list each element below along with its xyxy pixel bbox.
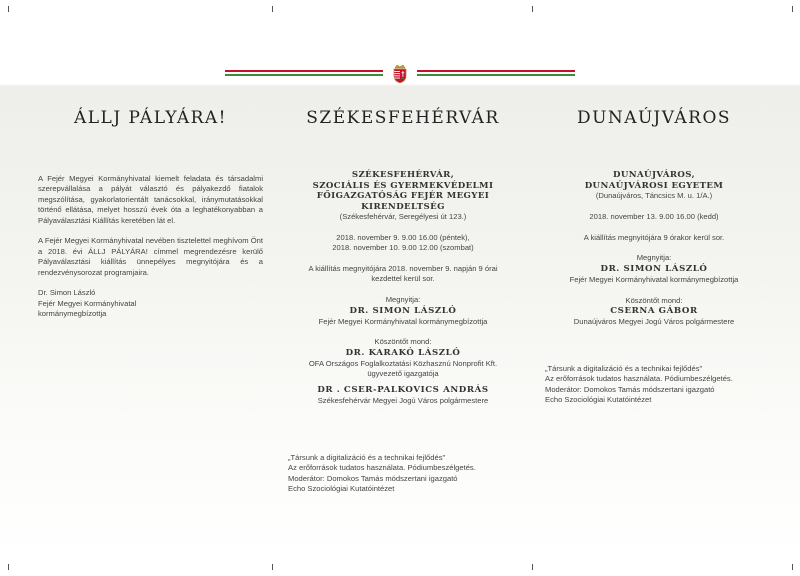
opener-role: Fejér Megyei Kormányhivatal kormánymegbízottja bbox=[318, 316, 488, 326]
talk-institute: Echo Szociológiai Kutatóintézet bbox=[545, 395, 652, 405]
talk-institute: Echo Szociológiai Kutatóintézet bbox=[288, 484, 395, 494]
talk-subtitle: Az erőforrások tudatos használata. Pódiumbeszélgetés. bbox=[288, 463, 476, 473]
venue-address: (Székesfehérvár, Seregélyesi út 123.) bbox=[339, 212, 467, 221]
hungarian-coat-of-arms-icon bbox=[389, 62, 411, 84]
signature-name: Dr. Simon László bbox=[38, 288, 96, 298]
dunaujvaros-panel-talk bbox=[545, 364, 785, 406]
greeter-name: CSERNA GÁBOR bbox=[610, 306, 698, 316]
venue-line: DUNAÚJVÁROS, bbox=[612, 170, 696, 180]
heading-szekesfehervar: SZÉKESFEHÉRVÁR bbox=[306, 108, 500, 128]
opening-info: A kiállítás megnyitójára 2018. november 9. napján 9 órai bbox=[308, 264, 498, 273]
signature-org: Fejér Megyei Kormányhivatal bbox=[38, 298, 137, 308]
opener-name: DR. SIMON LÁSZLÓ bbox=[349, 305, 457, 316]
crop-mark bbox=[792, 6, 793, 12]
talk-subtitle: Az erőforrások tudatos használata. Pódiumbeszélgetés. bbox=[545, 374, 733, 384]
greeting-label: Köszöntőt mond: bbox=[625, 295, 683, 305]
crop-mark bbox=[272, 564, 273, 570]
signature-role: kormánymegbízottja bbox=[38, 309, 107, 319]
event-date: 2018. november 13. 9.00 16.00 (kedd) bbox=[589, 211, 719, 221]
crop-mark bbox=[792, 564, 793, 570]
crop-mark bbox=[532, 564, 533, 570]
venue-line: SZÉKESFEHÉRVÁR, bbox=[351, 170, 455, 180]
szekesfehervar-panel-talk bbox=[288, 453, 528, 495]
crop-mark bbox=[8, 6, 9, 12]
talk-moderator: Moderátor: Domokos Tamás módszertani igazgató bbox=[288, 473, 458, 483]
szekesfehervar-details bbox=[283, 170, 523, 406]
talk-moderator: Moderátor: Domokos Tamás módszertani igazgató bbox=[545, 384, 715, 394]
venue-line: SZOCIÁLIS ÉS GYERMEKVÉDELMI bbox=[312, 180, 494, 191]
venue-line: KIRENDELTSÉG bbox=[361, 201, 445, 212]
heading-allj-palyara: ÁLLJ PÁLYÁRA! bbox=[73, 108, 228, 128]
greeter-name: DR. KARAKÓ LÁSZLÓ bbox=[345, 347, 461, 358]
intro-paragraph-2: A Fejér Megyei Kormányhivatal nevében tisztelettel meghívom Önt a 2018. évi ÁLLJ PÁLYÁRA! címmel megrendezésre kerülő Pályaválasztási kiállítás ünnepélyes megnyitójára és a rendezvénysorozat programjaira. bbox=[38, 236, 263, 277]
opener-role: Fejér Megyei Kormányhivatal kormánymegbízottja bbox=[569, 274, 739, 284]
crop-mark bbox=[8, 564, 9, 570]
greeter-name: DR . CSER-PALKOVICS ANDRÁS bbox=[317, 384, 489, 395]
event-date: 2018. november 9. 9.00 16.00 (péntek), bbox=[336, 232, 470, 242]
tricolor-stripe-right bbox=[417, 70, 575, 76]
event-date: 2018. november 10. 9.00 12.00 (szombat) bbox=[332, 243, 474, 253]
talk-title: „Társunk a digitalizáció és a technikai fejlődés" bbox=[288, 453, 446, 462]
greeter-role: OFA Országos Foglalkoztatási Közhasznú Nonprofit Kft. bbox=[308, 358, 498, 368]
heading-dunaujvaros: DUNAÚJVÁROS bbox=[576, 108, 732, 128]
venue-address: (Dunaújváros, Táncsics M. u. 1/A.) bbox=[595, 191, 713, 200]
talk-title: „Társunk a digitalizáció és a technikai fejlődés" bbox=[545, 364, 703, 373]
opening-info: kezdettel kerül sor. bbox=[371, 274, 435, 284]
greeter-role: Székesfehérvár Megyei Jogú Város polgármestere bbox=[317, 395, 489, 405]
opener-name: DR. SIMON LÁSZLÓ bbox=[600, 263, 708, 274]
greeting-label: Köszöntőt mond: bbox=[374, 337, 432, 347]
tricolor-stripe-left bbox=[225, 70, 383, 76]
greeter-role: Dunaújváros Megyei Jogú Város polgármestere bbox=[573, 317, 735, 326]
venue-line: DUNAÚJVÁROSI EGYETEM bbox=[584, 180, 724, 191]
crop-mark bbox=[272, 6, 273, 12]
greeter-role: ügyvezető igazgatója bbox=[367, 369, 439, 379]
crop-mark bbox=[532, 6, 533, 12]
venue-line: FŐIGAZGATÓSÁG FEJÉR MEGYEI bbox=[316, 191, 490, 201]
opener-label: Megnyitja: bbox=[636, 253, 672, 263]
opening-info: A kiállítás megnyitójára 9 órakor kerül sor. bbox=[583, 232, 725, 242]
intro-text bbox=[38, 174, 263, 320]
dunaujvaros-details bbox=[540, 170, 768, 327]
opener-label: Megnyitja: bbox=[385, 295, 421, 305]
intro-paragraph-1: A Fejér Megyei Kormányhivatal kiemelt feladata és társadalmi szerepvállalása a pályát választó és pályakezdő fiatalok megszólítása, gyakorlatorientált tanácsokkal, iránymutatásokkal történő ellátása, melyet hosszú évek óta a leghatékonyabban a Pályaválasztási Kiállítás keretében lát el. bbox=[38, 174, 263, 225]
